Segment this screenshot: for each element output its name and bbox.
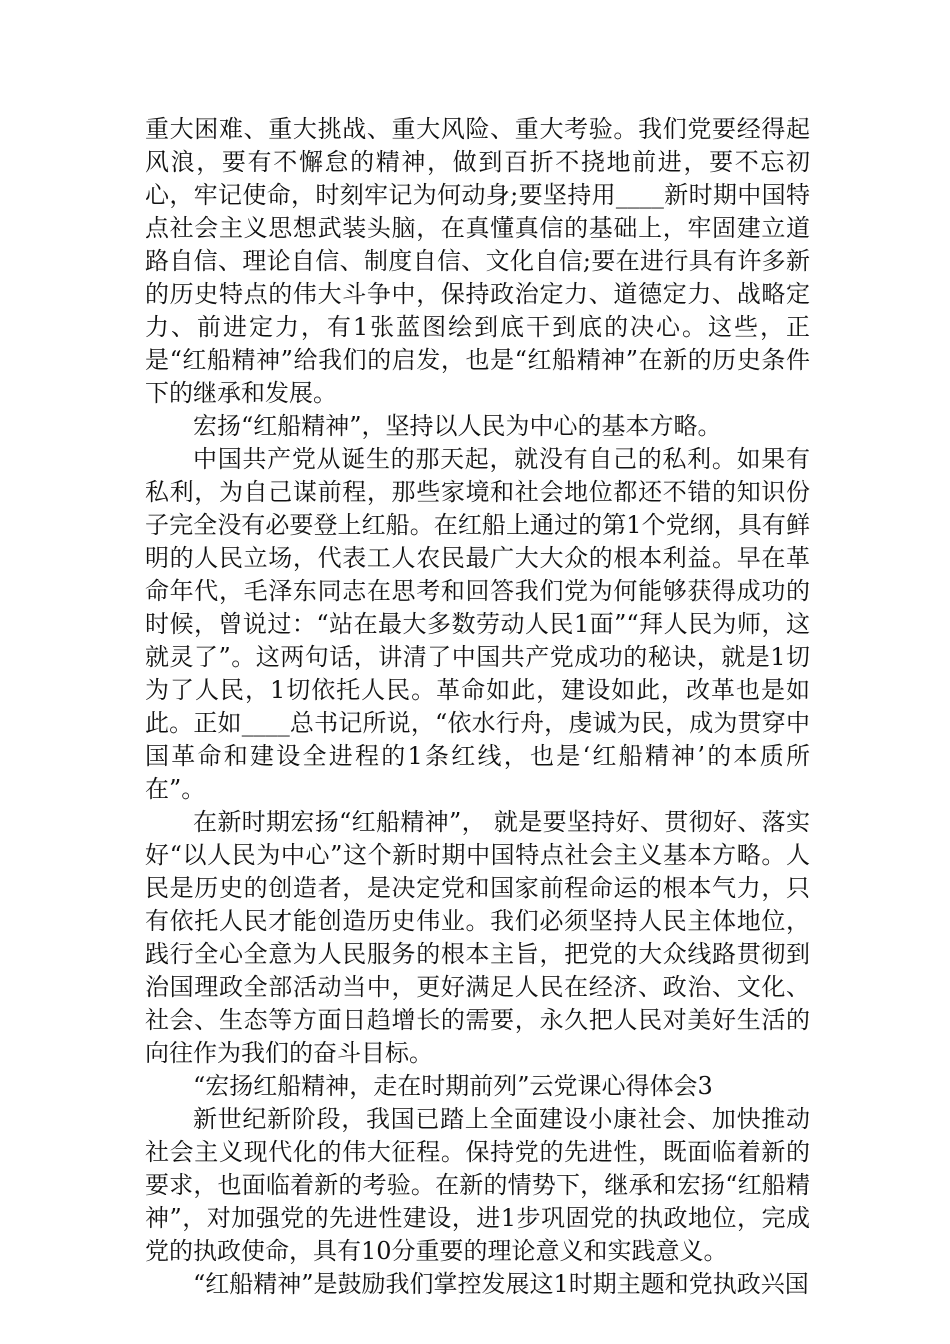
paragraph-4: 在新时期宏扬“红船精神”， 就是要坚持好、贯彻好、落实好“以人民为中心”这个新时期中国特点社会主义基本方略。人民是历史的创造者，是决定党和国家前程命运的根本气力，只有依托人民才能创造历史伟业。我们必须坚持人民主体地位，践行全心全意为人民服务的根本主旨，把党的大众线路贯彻到治国理政全部活动当中，更好满足人民在经济、政治、文化、社会、生态等方面日趋增长的需要，永久把人民对美好生活的向往作为我们的奋斗目标。 [145, 808, 810, 1067]
paragraph-5: 新世纪新阶段，我国已踏上全面建设小康社会、加快推动社会主义现代化的伟大征程。保持党的先进性，既面临着新的要求，也面临着新的考验。在新的情势下，继承和宏扬“红船精神”，对加强党的先进性建设，进1步巩固党的执政地位，完成党的执政使命，具有10分重要的理论意义和实践意义。 [145, 1105, 810, 1265]
paragraph-1: 重大困难、重大挑战、重大风险、重大考验。我们党要经得起风浪，要有不懈怠的精神，做到百折不挠地前进，要不忘初心，牢记使命，时刻牢记为何动身;要坚持用____新时期中国特点社会主义思想武装头脑，在真懂真信的基础上，牢固建立道路自信、理论自信、制度自信、文化自信;要在进行具有许多新的历史特点的伟大斗争中，保持政治定力、道德定力、战略定力、前进定力，有1张蓝图绘到底干到底的决心。这些，正是“红船精神”给我们的启发，也是“红船精神”在新的历史条件下的继承和发展。 [145, 115, 810, 407]
paragraph-3: 中国共产党从诞生的那天起，就没有自己的私利。如果有私利，为自己谋前程，那些家境和社会地位都还不错的知识份子完全没有必要登上红船。在红船上通过的第1个党纲，具有鲜明的人民立场，代表工人农民最广大大众的根本利益。早在革命年代，毛泽东同志在思考和回答我们党为何能够获得成功的时候，曾说过：“站在最大多数劳动人民1面”“拜人民为师，这就灵了”。这两句话，讲清了中国共产党成功的秘诀，就是1切为了人民，1切依托人民。革命如此，建设如此，改革也是如此。正如____总书记所说，“依水行舟，虔诚为民，成为贯穿中国革命和建设全进程的1条红线，也是‘红船精神’的本质所在”。 [145, 445, 810, 803]
document-body [145, 113, 810, 1301]
paragraph-6: “红船精神”是鼓励我们掌控发展这1时期主题和党执政兴国 [193, 1270, 809, 1298]
paragraph-2: 宏扬“红船精神”，坚持以人民为中心的基本方略。 [193, 412, 722, 440]
section-heading: “宏扬红船精神，走在时期前列”云党课心得体会3 [193, 1072, 713, 1100]
